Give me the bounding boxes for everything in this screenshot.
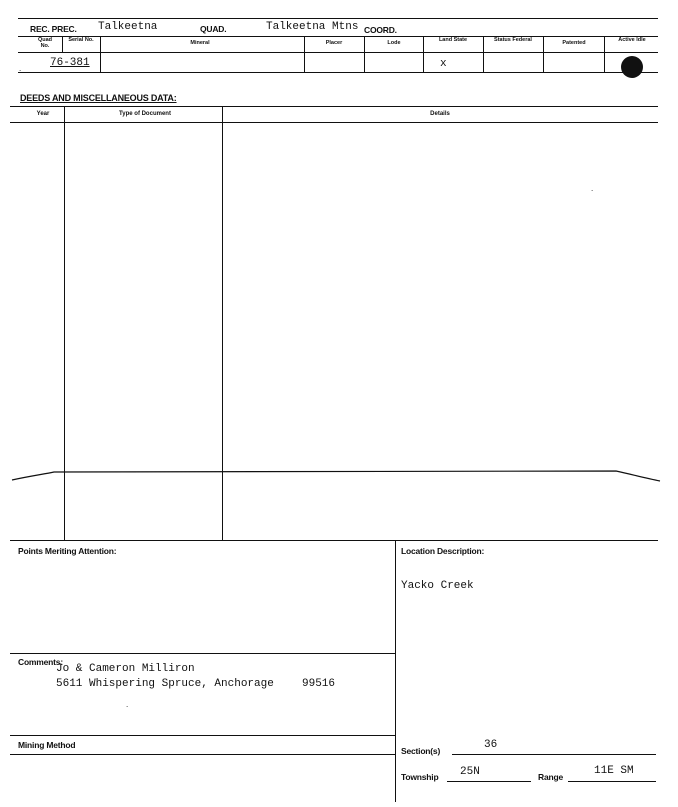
mining-method-bottom-rule bbox=[10, 754, 395, 755]
active-status-dot bbox=[621, 56, 643, 78]
location-description-label: Location Description: bbox=[401, 546, 485, 556]
col-header-placer: Placer bbox=[325, 40, 343, 46]
col-header-status-federal: Status Federal bbox=[494, 37, 532, 43]
header-top-rule bbox=[18, 18, 658, 19]
section-underline bbox=[452, 754, 656, 755]
claims-table-bottom-rule bbox=[18, 72, 658, 73]
claims-col-divider bbox=[483, 36, 484, 72]
comments-zip: 99516 bbox=[302, 678, 336, 690]
mining-method-top-rule bbox=[10, 735, 395, 736]
comments-label: Comments: bbox=[18, 657, 63, 667]
claims-col-divider bbox=[423, 36, 424, 72]
claims-table-top-rule bbox=[18, 36, 658, 37]
col-header-patented: Patented bbox=[562, 40, 586, 46]
speck-mark: . bbox=[126, 700, 129, 709]
bottom-center-divider bbox=[395, 540, 396, 802]
section-value: 36 bbox=[484, 739, 498, 751]
fold-crease-line bbox=[0, 462, 678, 492]
col-header-serial-no: Serial No. bbox=[68, 37, 94, 43]
deeds-header-bottom-rule bbox=[10, 122, 658, 123]
col-header-quad-no: Quad No. bbox=[37, 37, 53, 49]
col-header-mineral: Mineral bbox=[190, 40, 210, 46]
quad-value: Talkeetna Mtns bbox=[266, 21, 359, 33]
deeds-section-title: DEEDS AND MISCELLANEOUS DATA: bbox=[20, 93, 177, 103]
deeds-bottom-rule bbox=[10, 540, 658, 541]
comments-line-1: Jo & Cameron Milliron bbox=[56, 663, 195, 675]
township-underline bbox=[447, 781, 531, 782]
claims-col-divider bbox=[304, 36, 305, 72]
township-label: Township bbox=[401, 772, 439, 782]
claims-header-bottom-rule bbox=[18, 52, 658, 53]
claims-col-divider bbox=[62, 36, 63, 52]
points-meriting-label: Points Meriting Attention: bbox=[18, 546, 117, 556]
row-tick-mark: . bbox=[19, 64, 22, 73]
deeds-col-type: Type of Document bbox=[119, 111, 171, 117]
deeds-col-year: Year bbox=[36, 111, 50, 117]
rec-prec-label: REC. PREC. bbox=[30, 24, 77, 34]
deeds-header-top-rule bbox=[10, 106, 658, 107]
quad-label: QUAD. bbox=[200, 24, 227, 34]
land-state-mark: x bbox=[440, 58, 447, 70]
range-label: Range bbox=[538, 772, 563, 782]
rec-prec-value: Talkeetna bbox=[98, 21, 158, 33]
section-label: Section(s) bbox=[401, 746, 441, 756]
speck-mark: . bbox=[591, 184, 594, 193]
claims-col-divider bbox=[364, 36, 365, 72]
claims-col-divider bbox=[604, 36, 605, 72]
claims-col-divider bbox=[543, 36, 544, 72]
range-underline bbox=[568, 781, 656, 782]
col-header-active-idle: Active Idle bbox=[618, 37, 646, 43]
col-header-lode: Lode bbox=[387, 40, 401, 46]
mining-method-label: Mining Method bbox=[18, 740, 76, 750]
col-header-land-state: Land State bbox=[438, 37, 468, 43]
quad-serial-value: 76-381 bbox=[50, 57, 90, 69]
township-value: 25N bbox=[460, 766, 480, 778]
location-description-value: Yacko Creek bbox=[401, 580, 474, 592]
comments-top-rule bbox=[10, 653, 395, 654]
coord-label: COORD. bbox=[364, 25, 397, 35]
comments-line-2: 5611 Whispering Spruce, Anchorage bbox=[56, 678, 274, 690]
deeds-col-details: Details bbox=[430, 111, 450, 117]
range-value: 11E SM bbox=[594, 765, 634, 777]
claims-col-divider bbox=[100, 36, 101, 72]
